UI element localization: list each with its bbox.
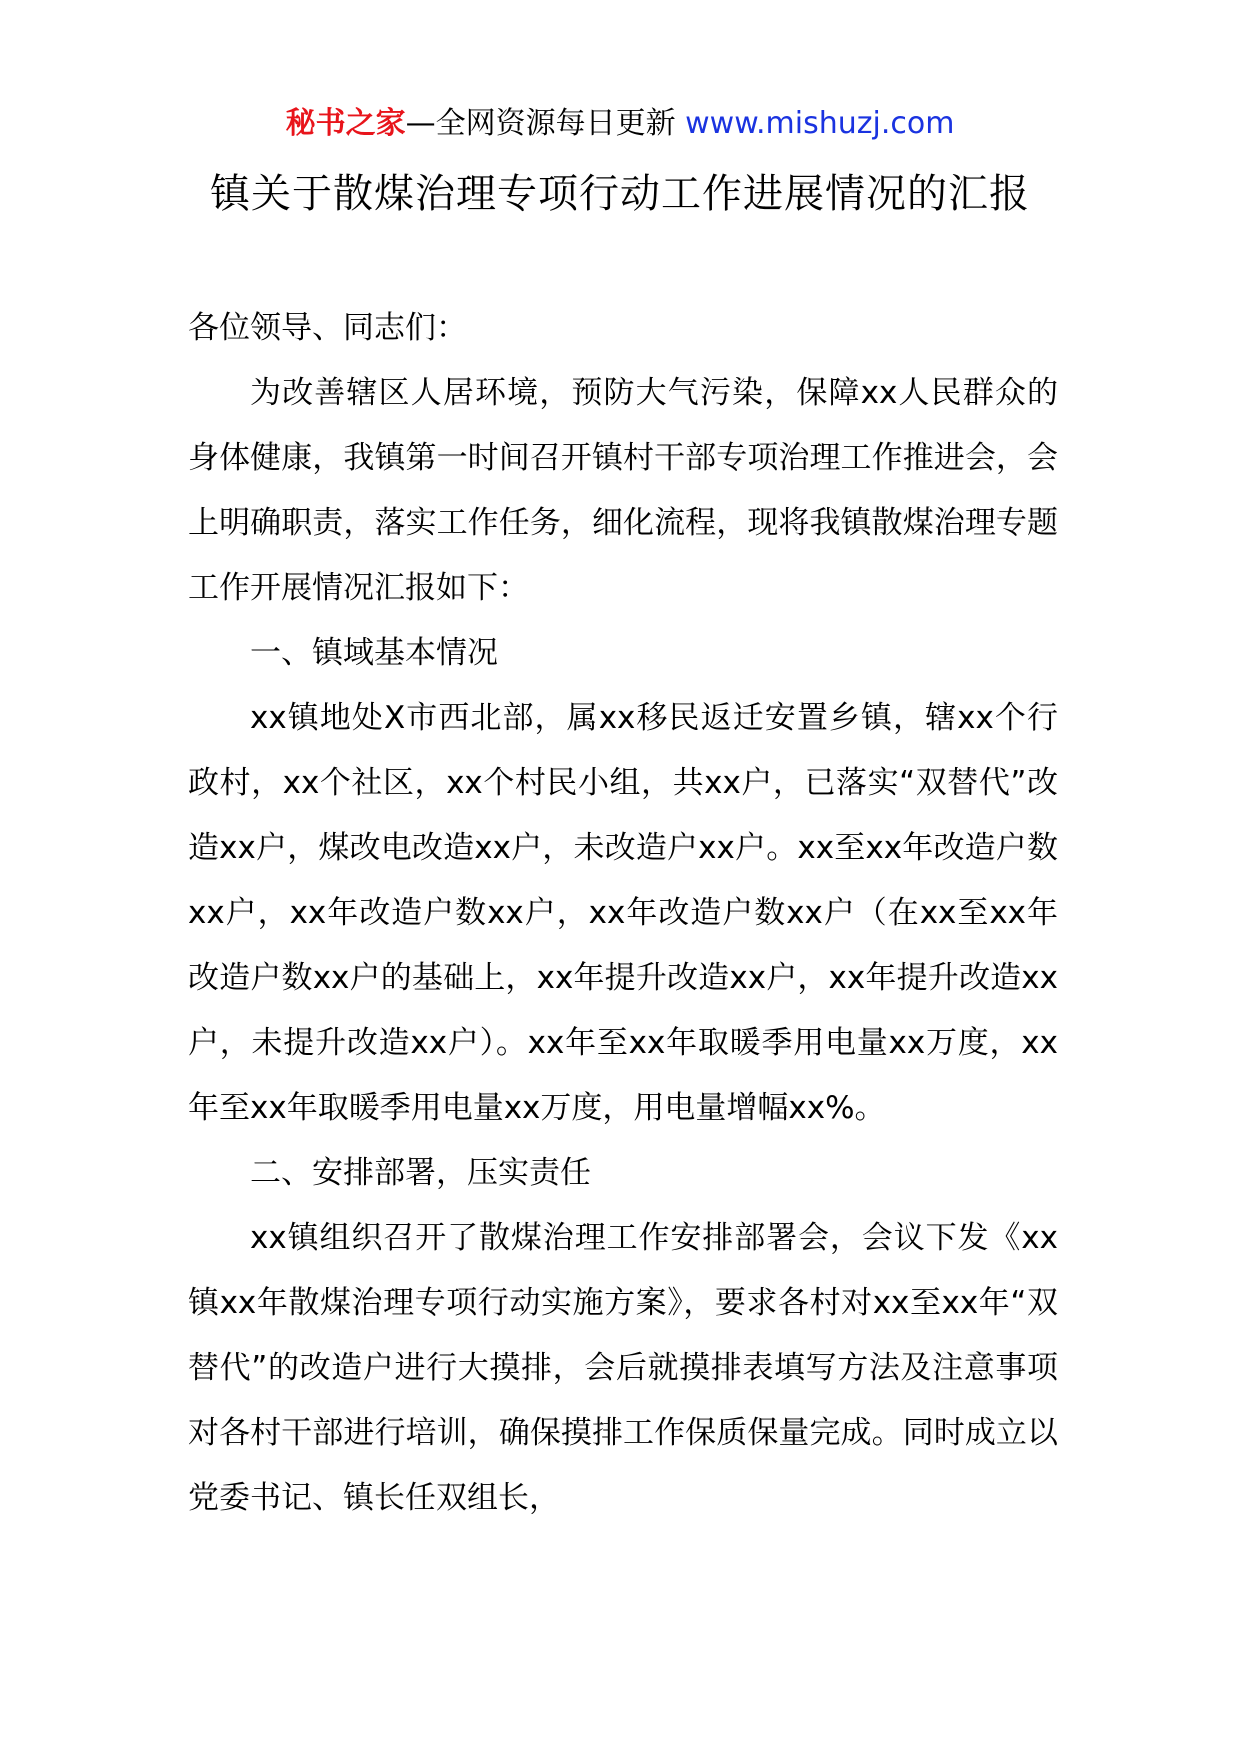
- paragraph-intro: 为改善辖区人居环境，预防大气污染，保障xx人民群众的身体健康，我镇第一时间召开镇村干部专项治理工作推进会，会上明确职责，落实工作任务，细化流程，现将我镇散煤治理专题工作开展情况汇报如下：: [188, 375, 1058, 606]
- paragraph-basic-situation: xx镇地处X市西北部，属xx移民返迁安置乡镇，辖xx个行政村，xx个社区，xx个村民小组，共xx户，已落实“双替代”改造xx户，煤改电改造xx户，未改造户xx户。xx至xx年改造户数xx户，xx年改造户数xx户，xx年改造户数xx户（在xx至xx年改造户数xx户的基础上，xx年提升改造xx户，xx年提升改造xx户，未提升改造xx户）。xx年至xx年取暖季用电量xx万度，xx年至xx年取暖季用电量xx万度，用电量增幅xx%。: [188, 700, 1058, 1126]
- section-heading-2: 二、安排部署，压实责任: [250, 1155, 591, 1191]
- section-heading-1: 一、镇域基本情况: [250, 635, 498, 671]
- banner-url-link[interactable]: www.mishuzj.com: [685, 106, 955, 141]
- site-banner: [0, 102, 1240, 146]
- banner-tagline: —全网资源每日更新: [405, 106, 686, 141]
- salutation: 各位领导、同志们：: [188, 310, 467, 346]
- document-title: 镇关于散煤治理专项行动工作进展情况的汇报: [210, 171, 1030, 217]
- banner-brand: 秘书之家: [285, 106, 406, 141]
- paragraph-deployment: xx镇组织召开了散煤治理工作安排部署会，会议下发《xx镇xx年散煤治理专项行动实施方案》，要求各村对xx至xx年“双替代”的改造户进行大摸排，会后就摸排表填写方法及注意事项对各村干部进行培训，确保摸排工作保质保量完成。同时成立以党委书记、镇长任双组长，: [188, 1220, 1058, 1516]
- document-body: [188, 296, 1058, 1531]
